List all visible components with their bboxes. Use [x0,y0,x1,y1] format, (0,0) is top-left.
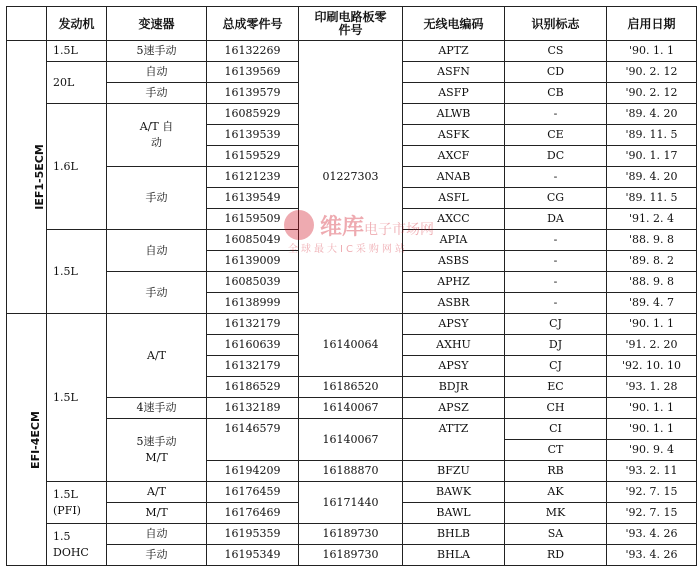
code-cell: APTZ [403,41,505,62]
date-cell: '92. 7. 15 [607,482,697,503]
pcb-cell: 16186520 [299,377,403,398]
pcb-cell: 16171440 [299,482,403,524]
date-cell: '93. 1. 28 [607,377,697,398]
part-cell: 16138999 [207,293,299,314]
code-cell: ASFK [403,125,505,146]
mark-cell: - [505,251,607,272]
part-cell: 16146579 [207,419,299,461]
watermark-brand-text: 维库 [320,215,365,240]
code-cell: BDJR [403,377,505,398]
date-cell: '89. 11. 5 [607,125,697,146]
family-cell [7,41,47,314]
header-start-date: 启用日期 [607,7,697,41]
part-cell: 16085039 [207,272,299,293]
mark-cell: DJ [505,335,607,356]
part-cell: 16160639 [207,335,299,356]
table-row [7,419,697,440]
date-cell: '91. 2. 20 [607,335,697,356]
table-row [7,482,697,503]
code-cell: ASBR [403,293,505,314]
mark-cell: CI [505,419,607,440]
mark-cell: CG [505,188,607,209]
header-id-mark: 识别标志 [505,7,607,41]
code-cell: APIA [403,230,505,251]
mark-cell: AK [505,482,607,503]
date-cell: '88. 9. 8 [607,230,697,251]
code-cell: ALWB [403,104,505,125]
code-cell: AXCC [403,209,505,230]
pcb-cell: 01227303 [299,41,403,314]
date-cell: '88. 9. 8 [607,272,697,293]
code-cell: AXHU [403,335,505,356]
family-label: EFI-4ECM [28,410,42,469]
date-cell: '93. 4. 26 [607,545,697,566]
transmission-cell [107,419,207,482]
mark-cell: CE [505,125,607,146]
engine-cell [47,524,107,566]
transmission-cell: 手动 [107,167,207,230]
code-cell: BHLA [403,545,505,566]
part-cell: 16159529 [207,146,299,167]
part-cell: 16176469 [207,503,299,524]
date-cell: '90. 1. 1 [607,314,697,335]
family-cell [7,314,47,566]
mark-cell: - [505,104,607,125]
transmission-cell: 4速手动 [107,398,207,419]
part-cell: 16085049 [207,230,299,251]
header-engine: 发动机 [47,7,107,41]
part-cell: 16159509 [207,209,299,230]
code-cell: ANAB [403,167,505,188]
code-cell: ASFL [403,188,505,209]
date-cell: '90. 1. 1 [607,419,697,440]
mark-cell: DA [505,209,607,230]
transmission-cell: 手动 [107,545,207,566]
mark-cell: CJ [505,356,607,377]
date-cell: '90. 2. 12 [607,62,697,83]
transmission-cell: 自动 [107,524,207,545]
mark-cell: - [505,230,607,251]
mark-cell: CB [505,83,607,104]
mark-cell: EC [505,377,607,398]
part-cell: 16176459 [207,482,299,503]
engine-cell: 20L [47,62,107,104]
transmission-cell: 5速手动 [107,41,207,62]
part-cell: 16132179 [207,314,299,335]
part-cell: 16195359 [207,524,299,545]
date-cell: '90. 1. 17 [607,146,697,167]
mark-cell: CJ [505,314,607,335]
header-assembly-part: 总成零件号 [207,7,299,41]
pcb-cell: 16189730 [299,524,403,545]
part-cell: 16139579 [207,83,299,104]
engine-cell [47,482,107,524]
mark-cell: - [505,293,607,314]
header-radio-code: 无线电编码 [403,7,505,41]
watermark-line2: 全球最大IC采购网站 [288,244,408,255]
table-row [7,398,697,419]
part-cell: 16186529 [207,377,299,398]
transmission-label: A/T 自动 [139,120,174,149]
date-cell: '90. 2. 12 [607,83,697,104]
transmission-cell: 手动 [107,83,207,104]
mark-cell: CH [505,398,607,419]
date-cell: '90. 9. 4 [607,440,697,461]
code-cell: APHZ [403,272,505,293]
part-cell: 16139539 [207,125,299,146]
parts-table-container [6,6,697,566]
code-cell: BAWL [403,503,505,524]
mark-cell: DC [505,146,607,167]
pcb-cell: 16140067 [299,398,403,419]
mark-cell: - [505,167,607,188]
date-cell: '89. 4. 20 [607,104,697,125]
date-cell: '89. 8. 2 [607,251,697,272]
transmission-cell: 手动 [107,272,207,314]
mark-cell: - [505,272,607,293]
ecm-parts-table [6,6,697,566]
header-pcb-part [299,7,403,41]
watermark-line1: 电子市场网 [364,222,435,238]
date-cell: '89. 11. 5 [607,188,697,209]
transmission-cell: M/T [107,503,207,524]
code-cell: ASFP [403,83,505,104]
date-cell: '92. 7. 15 [607,503,697,524]
part-cell: 16139569 [207,62,299,83]
mark-cell: SA [505,524,607,545]
code-cell: AXCF [403,146,505,167]
mark-cell: RD [505,545,607,566]
code-cell: APSZ [403,398,505,419]
date-cell: '92. 10. 10 [607,356,697,377]
header-pcb-part-text: 印刷电路板零件号 [314,9,387,37]
code-cell: BHLB [403,524,505,545]
header-row [7,7,697,41]
part-cell: 16194209 [207,461,299,482]
family-label: IEF1-5ECM [32,144,46,210]
engine-label: 1.5L (PFI) [53,487,81,517]
pcb-cell: 16140067 [299,419,403,461]
transmission-cell [107,104,207,167]
date-cell: '91. 2. 4 [607,209,697,230]
mark-cell: CT [505,440,607,461]
header-transmission: 变速器 [107,7,207,41]
engine-cell: 1.5L [47,41,107,62]
pcb-cell: 16189730 [299,545,403,566]
transmission-cell: 自动 [107,62,207,83]
mark-cell: CS [505,41,607,62]
transmission-cell: 自动 [107,230,207,272]
date-cell: '89. 4. 7 [607,293,697,314]
part-cell: 16132179 [207,356,299,377]
table-row [7,41,697,62]
table-row [7,545,697,566]
header-family [7,7,47,41]
part-cell: 16195349 [207,545,299,566]
engine-label: 1.5 DOHC [53,529,89,559]
transmission-cell: A/T [107,482,207,503]
date-cell: '89. 4. 20 [607,167,697,188]
engine-cell: 1.5L [47,230,107,314]
transmission-cell: A/T [107,314,207,398]
date-cell: '90. 1. 1 [607,41,697,62]
pcb-cell: 16140064 [299,314,403,377]
part-cell: 16132189 [207,398,299,419]
date-cell: '93. 4. 26 [607,524,697,545]
part-cell: 16121239 [207,167,299,188]
code-cell: BFZU [403,461,505,482]
table-row [7,524,697,545]
part-cell: 16085929 [207,104,299,125]
mark-cell: RB [505,461,607,482]
date-cell: '90. 1. 1 [607,398,697,419]
code-cell: APSY [403,356,505,377]
mark-cell: MK [505,503,607,524]
pcb-cell: 16188870 [299,461,403,482]
part-cell: 16132269 [207,41,299,62]
code-cell: APSY [403,314,505,335]
table-row [7,314,697,335]
mark-cell: CD [505,62,607,83]
part-cell: 16139009 [207,251,299,272]
engine-cell: 1.5L [47,314,107,482]
code-cell: ASFN [403,62,505,83]
code-cell: ATTZ [403,419,505,461]
code-cell: BAWK [403,482,505,503]
code-cell: ASBS [403,251,505,272]
engine-cell: 1.6L [47,104,107,230]
date-cell: '93. 2. 11 [607,461,697,482]
part-cell: 16139549 [207,188,299,209]
transmission-label: 5速手动 M/T [136,435,177,464]
